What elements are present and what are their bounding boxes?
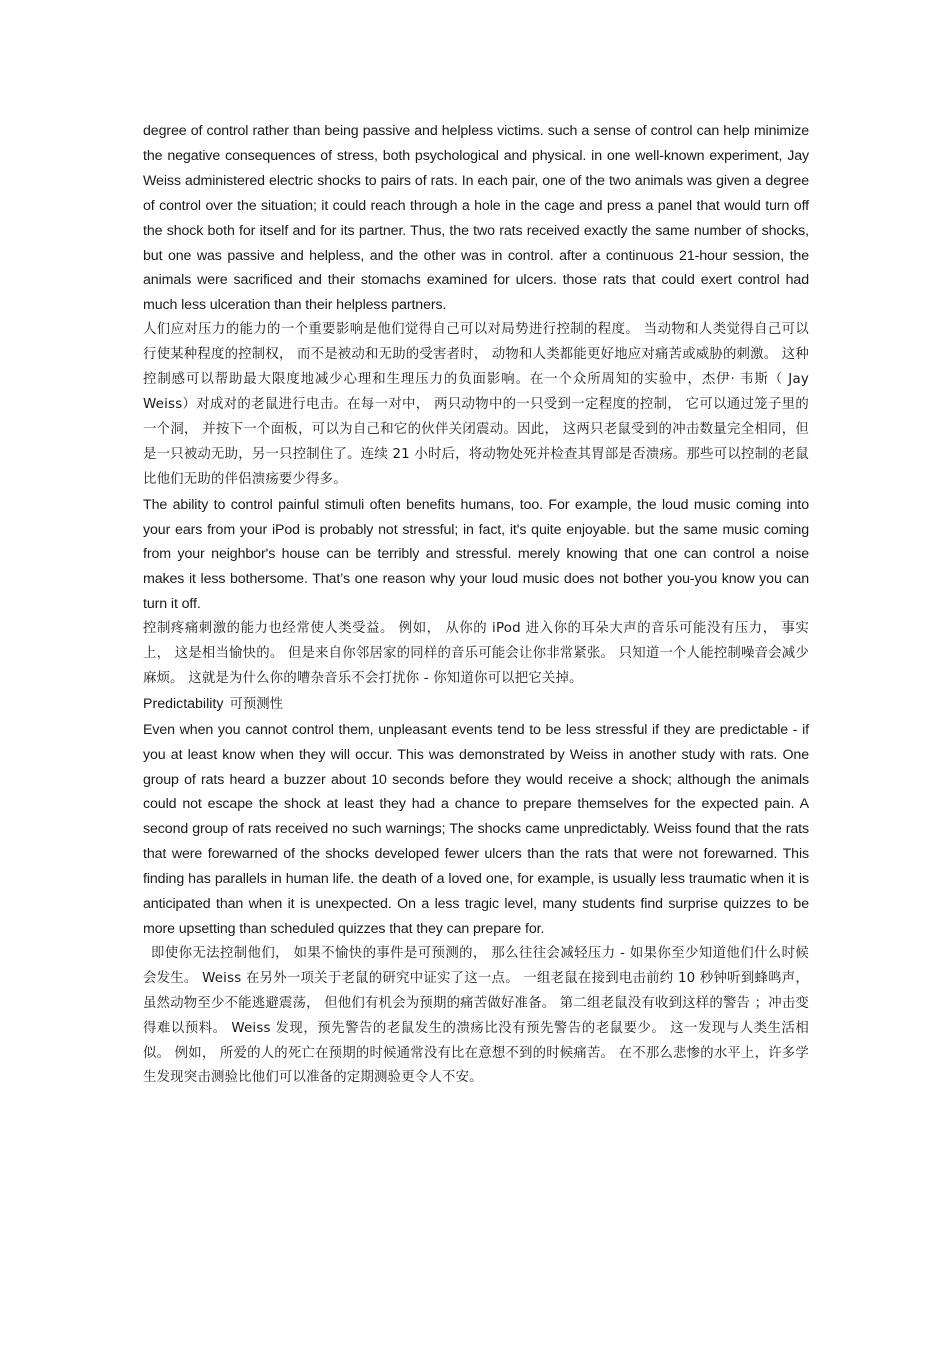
section-heading-zh: 可预测性 [229,696,283,712]
section-heading-en: Predictability [143,695,224,712]
paragraph-predictability-zh: 即使你无法控制他们， 如果不愉快的事件是可预测的， 那么往往会减轻压力 - 如果你至少知道他们什么时候会发生。 Weiss 在另外一项关于老鼠的研究中证实了这一点。 一组老鼠在接到电击前约 10 秒钟听到蜂鸣声， 虽然动物至少不能逃避震荡， 但他们有机会为预期的痛苦做好准备。 第二组老鼠没有收到这样的警告 ；冲击变得难以预料。 Weiss 发现，预先警告的老鼠发生的溃疡比没有预先警告的老鼠要少。 这一发现与人类生活相似。 例如， 所爱的人的死亡在预期的时候通常没有比在意想不到的时候痛苦。 在不那么悲惨的水平上，许多学生发现突击测验比他们可以准备的定期测验更令人不安。 [143,945,809,1086]
paragraph-predictability-en: Even when you cannot control them, unpleasant events tend to be less stressful if they are predictable - if you at least know when they will occur. This was demonstrated by Weiss in another study with rats. One group of rats heard a buzzer about 10 seconds before they would receive a shock; although the animals could not escape the shock at least they had a chance to prepare themselves for the expected pain. A second group of rats received no such warnings; The shocks came unpredictably. Weiss found that the rats that were forewarned of the shocks developed fewer ulcers than the rats that were not forewarned. This finding has parallels in human life. the death of a loved one, for example, is usually less traumatic when it is anticipated than when it is unexpected. On a less tragic level, many students find surprise quizzes to be more upsetting than scheduled quizzes that they can prepare for. [143,721,809,937]
document-page [143,119,809,1091]
paragraph-painful-stimuli-en: The ability to control painful stimuli often benefits humans, too. For example, the loud music coming into your ears from your iPod is probably not stressful; in fact, it's quite enjoyable. but the same music coming from your neighbor's house can be terribly and stressful. merely knowing that one can control a noise makes it less bothersome. That’s one reason why your loud music does not bother you-you know you can turn it off. [143,496,809,613]
paragraph-control-en: degree of control rather than being passive and helpless victims. such a sense of control can help minimize the negative consequences of stress, both psychological and physical. in one well-known experiment, Jay Weiss administered electric shocks to pairs of rats. In each pair, one of the two animals was given a degree of control over the situation; it could reach through a hole in the cage and press a panel that would turn off the shock both for itself and for its partner. Thus, the two rats received exactly the same number of shocks, but one was passive and helpless, and the other was in control. after a continuous 21-hour session, the animals were sacrificed and their stomachs examined for ulcers. those rats that could exert control had much less ulceration than their helpless partners. [143,123,809,314]
section-heading-predictability [143,692,809,718]
paragraph-control-zh: 人们应对压力的能力的一个重要影响是他们觉得自己可以对局势进行控制的程度。 当动物和人类觉得自己可以行使某种程度的控制权， 而不是被动和无助的受害者时， 动物和人类都能更好地应对痛苦或威胁的刺激。 这种控制感可以帮助最大限度地减少心理和生理压力的负面影响。在一个众所周知的实验中，杰伊· 韦斯（ Jay Weiss）对成对的老鼠进行电击。在每一对中， 两只动物中的一只受到一定程度的控制， 它可以通过笼子里的一个洞， 并按下一个面板，可以为自己和它的伙伴关闭震动。因此， 这两只老鼠受到的冲击数量完全相同，但是一只被动无助，另一只控制住了。连续 21 小时后，将动物处死并检查其胃部是否溃疡。那些可以控制的老鼠比他们无助的伴侣溃疡要少得多。 [143,322,809,487]
paragraph-painful-stimuli-zh: 控制疼痛刺激的能力也经常使人类受益。 例如， 从你的 iPod 进入你的耳朵大声的音乐可能没有压力， 事实上， 这是相当愉快的。 但是来自你邻居家的同样的音乐可能会让你非常紧张。 只知道一个人能控制噪音会减少麻烦。 这就是为什么你的嘈杂音乐不会打扰你 - 你知道你可以把它关掉。 [143,621,809,686]
